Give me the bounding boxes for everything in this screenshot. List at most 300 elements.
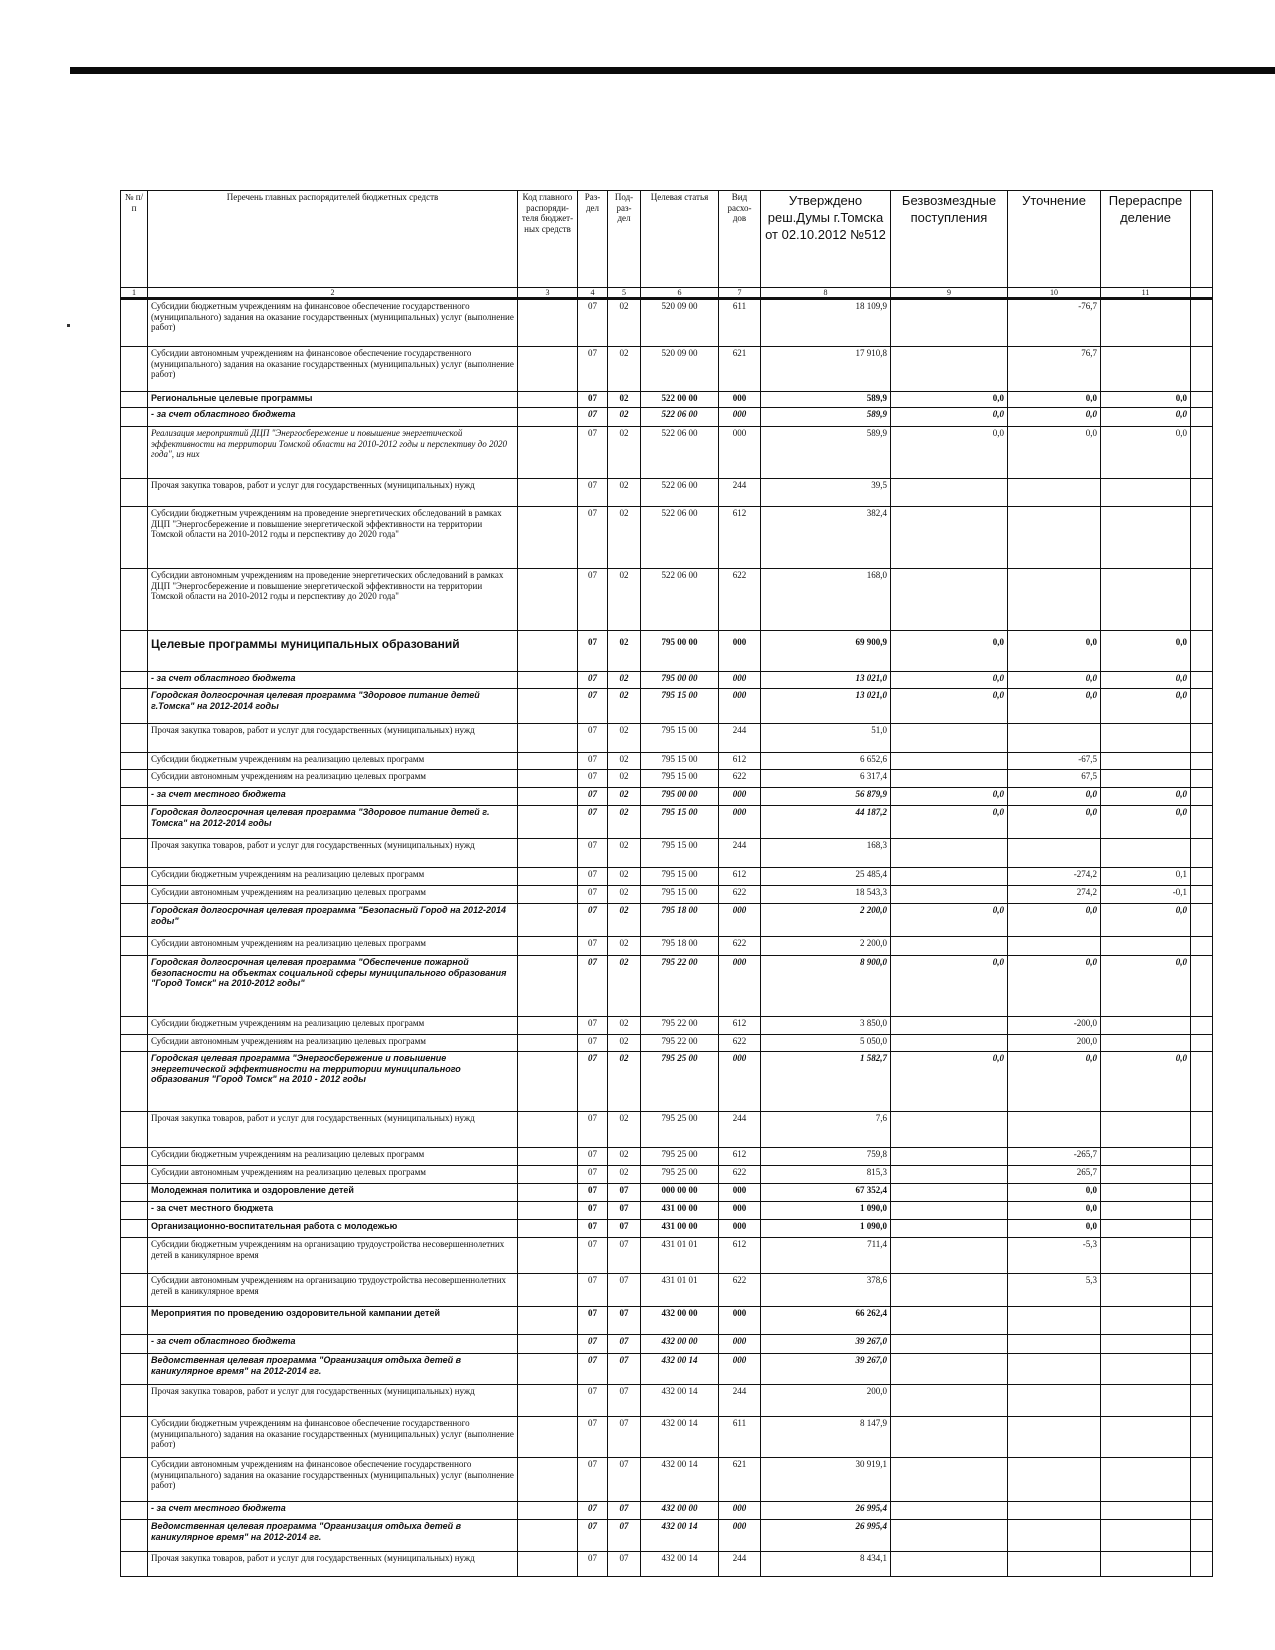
cell-redistribution — [1101, 753, 1191, 770]
cell-index — [121, 347, 148, 392]
cell-code — [518, 689, 578, 724]
cell-redistribution — [1101, 770, 1191, 788]
cell-section: 07 — [578, 1354, 608, 1385]
cell-name: Субсидии автономным учреждениям на финансовое обеспечение государственного (муниципального) задания на оказание государственных (муниципальных) услуг (выполнение работ) — [148, 1458, 518, 1502]
cell-index — [121, 886, 148, 904]
table-row — [121, 1335, 1213, 1354]
cell-redistribution — [1101, 1238, 1191, 1274]
cell-subsection: 07 — [608, 1202, 641, 1220]
cell-code — [518, 753, 578, 770]
cell-clarification — [1008, 1385, 1101, 1417]
cell-index — [121, 724, 148, 753]
cell-subsection: 02 — [608, 1148, 641, 1166]
cell-redistribution — [1101, 1307, 1191, 1335]
cell-cut — [1191, 408, 1213, 427]
cell-cut — [1191, 1417, 1213, 1458]
cell-clarification — [1008, 1307, 1101, 1335]
cell-section: 07 — [578, 886, 608, 904]
cell-subsection: 02 — [608, 788, 641, 806]
cell-section: 07 — [578, 479, 608, 507]
cell-clarification: 0,0 — [1008, 1220, 1101, 1238]
cell-redistribution — [1101, 1035, 1191, 1052]
cell-clarification: -5,3 — [1008, 1238, 1101, 1274]
cell-code — [518, 1552, 578, 1577]
cell-redistribution — [1101, 839, 1191, 868]
cell-redistribution — [1101, 1148, 1191, 1166]
cell-code — [518, 1354, 578, 1385]
cell-section: 07 — [578, 427, 608, 479]
cell-article: 432 00 14 — [641, 1520, 719, 1552]
cell-cut — [1191, 507, 1213, 569]
column-number: 10 — [1008, 288, 1101, 299]
cell-cut — [1191, 1238, 1213, 1274]
table-row — [121, 1385, 1213, 1417]
cell-free-receipts — [891, 1307, 1008, 1335]
cell-article: 795 00 00 — [641, 631, 719, 672]
cell-approved: 589,9 — [761, 408, 891, 427]
scan-speck — [67, 324, 70, 327]
cell-code — [518, 347, 578, 392]
table-row — [121, 569, 1213, 631]
cell-section: 07 — [578, 1112, 608, 1148]
cell-clarification: 0,0 — [1008, 788, 1101, 806]
cell-subsection: 02 — [608, 299, 641, 347]
cell-approved: 44 187,2 — [761, 806, 891, 839]
cell-cut — [1191, 1184, 1213, 1202]
cell-article: 522 06 00 — [641, 408, 719, 427]
cell-subsection: 07 — [608, 1220, 641, 1238]
cell-clarification — [1008, 1520, 1101, 1552]
cell-expense-type: 622 — [719, 569, 761, 631]
cell-expense-type: 000 — [719, 1520, 761, 1552]
cell-article: 522 06 00 — [641, 569, 719, 631]
cell-expense-type: 621 — [719, 1458, 761, 1502]
cell-clarification — [1008, 1552, 1101, 1577]
cell-index — [121, 1520, 148, 1552]
cell-section: 07 — [578, 868, 608, 886]
cell-section: 07 — [578, 689, 608, 724]
cell-free-receipts: 0,0 — [891, 408, 1008, 427]
table-row — [121, 753, 1213, 770]
cell-index — [121, 1385, 148, 1417]
cell-redistribution — [1101, 1202, 1191, 1220]
cell-article: 795 22 00 — [641, 956, 719, 1017]
cell-clarification — [1008, 1335, 1101, 1354]
cell-code — [518, 1166, 578, 1184]
cell-index — [121, 1354, 148, 1385]
table-row — [121, 1502, 1213, 1520]
cell-cut — [1191, 569, 1213, 631]
cell-clarification — [1008, 1354, 1101, 1385]
cell-expense-type: 000 — [719, 1354, 761, 1385]
cell-expense-type: 244 — [719, 1552, 761, 1577]
cell-cut — [1191, 1502, 1213, 1520]
cell-code — [518, 788, 578, 806]
cell-cut — [1191, 631, 1213, 672]
table-row — [121, 788, 1213, 806]
cell-name: Региональные целевые программы — [148, 392, 518, 408]
cell-code — [518, 1502, 578, 1520]
header-subsection: Под-раз-дел — [608, 191, 641, 288]
cell-expense-type: 622 — [719, 1035, 761, 1052]
cell-cut — [1191, 839, 1213, 868]
cell-free-receipts — [891, 1166, 1008, 1184]
cell-expense-type: 000 — [719, 1202, 761, 1220]
cell-cut — [1191, 1274, 1213, 1307]
cell-section: 07 — [578, 1166, 608, 1184]
cell-redistribution — [1101, 1458, 1191, 1502]
cell-clarification — [1008, 839, 1101, 868]
cell-clarification: 0,0 — [1008, 408, 1101, 427]
cell-cut — [1191, 724, 1213, 753]
cell-cut — [1191, 1220, 1213, 1238]
column-number-cut — [1191, 288, 1213, 299]
cell-redistribution — [1101, 1184, 1191, 1202]
cell-subsection: 02 — [608, 569, 641, 631]
cell-cut — [1191, 956, 1213, 1017]
table-row — [121, 724, 1213, 753]
cell-section: 07 — [578, 1307, 608, 1335]
cell-redistribution: 0,0 — [1101, 788, 1191, 806]
cell-approved: 51,0 — [761, 724, 891, 753]
cell-article: 432 00 14 — [641, 1354, 719, 1385]
cell-clarification: -265,7 — [1008, 1148, 1101, 1166]
cell-name: Субсидии бюджетным учреждениям на организацию трудоустройства несовершеннолетних детей в каникулярное время — [148, 1238, 518, 1274]
cell-approved: 2 200,0 — [761, 937, 891, 956]
cell-expense-type: 622 — [719, 937, 761, 956]
cell-code — [518, 1417, 578, 1458]
cell-code — [518, 1220, 578, 1238]
cell-name: Субсидии бюджетным учреждениям на реализацию целевых программ — [148, 868, 518, 886]
cell-article: 431 01 01 — [641, 1238, 719, 1274]
cell-name: Молодежная политика и оздоровление детей — [148, 1184, 518, 1202]
cell-redistribution — [1101, 1417, 1191, 1458]
cell-article: 795 15 00 — [641, 753, 719, 770]
cell-expense-type: 000 — [719, 956, 761, 1017]
cell-approved: 7,6 — [761, 1112, 891, 1148]
cell-section: 07 — [578, 839, 608, 868]
cell-clarification — [1008, 724, 1101, 753]
cell-free-receipts: 0,0 — [891, 1052, 1008, 1112]
cell-article: 795 15 00 — [641, 806, 719, 839]
cell-clarification — [1008, 1112, 1101, 1148]
cell-subsection: 07 — [608, 1238, 641, 1274]
cell-code — [518, 507, 578, 569]
cell-cut — [1191, 1520, 1213, 1552]
cell-subsection: 07 — [608, 1458, 641, 1502]
cell-free-receipts — [891, 753, 1008, 770]
table-row — [121, 1035, 1213, 1052]
cell-subsection: 02 — [608, 904, 641, 937]
cell-cut — [1191, 479, 1213, 507]
cell-code — [518, 904, 578, 937]
cell-redistribution: 0,0 — [1101, 1052, 1191, 1112]
table-row — [121, 408, 1213, 427]
cell-expense-type: 000 — [719, 689, 761, 724]
cell-redistribution — [1101, 1274, 1191, 1307]
cell-code — [518, 392, 578, 408]
cell-clarification: 67,5 — [1008, 770, 1101, 788]
header-row — [121, 191, 1213, 288]
cell-section: 07 — [578, 1220, 608, 1238]
cell-approved: 378,6 — [761, 1274, 891, 1307]
cell-subsection: 02 — [608, 1035, 641, 1052]
cell-article: 795 18 00 — [641, 937, 719, 956]
cell-free-receipts: 0,0 — [891, 689, 1008, 724]
cell-redistribution — [1101, 479, 1191, 507]
cell-article: 795 15 00 — [641, 839, 719, 868]
cell-code — [518, 1017, 578, 1035]
cell-approved: 39 267,0 — [761, 1335, 891, 1354]
cell-redistribution: 0,0 — [1101, 408, 1191, 427]
cell-article: 431 00 00 — [641, 1202, 719, 1220]
cell-index — [121, 1417, 148, 1458]
cell-redistribution: -0,1 — [1101, 886, 1191, 904]
cell-free-receipts — [891, 1017, 1008, 1035]
cell-code — [518, 1148, 578, 1166]
cell-code — [518, 956, 578, 1017]
cell-article: 522 06 00 — [641, 479, 719, 507]
table-row — [121, 806, 1213, 839]
cell-section: 07 — [578, 1148, 608, 1166]
cell-code — [518, 631, 578, 672]
cell-subsection: 02 — [608, 392, 641, 408]
cell-name: Городская долгосрочная целевая программа "Здоровое питание детей г. Томска" на 2012-2014 годы — [148, 806, 518, 839]
cell-section: 07 — [578, 1458, 608, 1502]
cell-name: Реализация мероприятий ДЦП "Энергосбережение и повышение энергетической эффективности на территории Томской области на 2010-2012 годы и перспективу до 2020 года", из них — [148, 427, 518, 479]
cell-name: Ведомственная целевая программа "Организация отдыха детей в каникулярное время" на 2012-2014 гг. — [148, 1520, 518, 1552]
cell-free-receipts: 0,0 — [891, 392, 1008, 408]
cell-index — [121, 770, 148, 788]
cell-redistribution: 0,0 — [1101, 392, 1191, 408]
cell-index — [121, 904, 148, 937]
cell-approved: 18 543,3 — [761, 886, 891, 904]
cell-clarification — [1008, 1502, 1101, 1520]
table-row — [121, 886, 1213, 904]
table-row — [121, 1274, 1213, 1307]
cell-redistribution — [1101, 1017, 1191, 1035]
cell-code — [518, 1052, 578, 1112]
cell-approved: 8 900,0 — [761, 956, 891, 1017]
cell-name: Организационно-воспитательная работа с молодежью — [148, 1220, 518, 1238]
cell-code — [518, 1520, 578, 1552]
column-number: 5 — [608, 288, 641, 299]
cell-name: Субсидии автономным учреждениям на организацию трудоустройства несовершеннолетних детей в каникулярное время — [148, 1274, 518, 1307]
cell-name: Субсидии бюджетным учреждениям на реализацию целевых программ — [148, 1017, 518, 1035]
cell-subsection: 07 — [608, 1385, 641, 1417]
cell-clarification: 0,0 — [1008, 956, 1101, 1017]
header-section: Раз-дел — [578, 191, 608, 288]
cell-article: 432 00 14 — [641, 1458, 719, 1502]
header-name: Перечень главных распорядителей бюджетных средств — [148, 191, 518, 288]
cell-cut — [1191, 1335, 1213, 1354]
cell-approved: 17 910,8 — [761, 347, 891, 392]
table-row — [121, 299, 1213, 347]
cell-free-receipts — [891, 1035, 1008, 1052]
cell-article: 432 00 14 — [641, 1552, 719, 1577]
cell-article: 795 15 00 — [641, 868, 719, 886]
cell-free-receipts — [891, 1417, 1008, 1458]
cell-clarification: 0,0 — [1008, 689, 1101, 724]
cell-free-receipts — [891, 1458, 1008, 1502]
cell-section: 07 — [578, 770, 608, 788]
cell-clarification — [1008, 937, 1101, 956]
header-redistribution: Перераспре деление — [1101, 191, 1191, 288]
cell-clarification: -67,5 — [1008, 753, 1101, 770]
cell-name: Прочая закупка товаров, работ и услуг для государственных (муниципальных) нужд — [148, 1552, 518, 1577]
cell-clarification: 0,0 — [1008, 631, 1101, 672]
cell-approved: 6 317,4 — [761, 770, 891, 788]
cell-section: 07 — [578, 724, 608, 753]
cell-index — [121, 956, 148, 1017]
cell-name: - за счет областного бюджета — [148, 408, 518, 427]
cell-article: 795 18 00 — [641, 904, 719, 937]
header-approved: Утверждено реш.Думы г.Томска от 02.10.2012 №512 — [761, 191, 891, 288]
cell-subsection: 07 — [608, 1502, 641, 1520]
cell-approved: 69 900,9 — [761, 631, 891, 672]
cell-name: Субсидии автономным учреждениям на финансовое обеспечение государственного (муниципального) задания на оказание государственных (муниципальных) услуг (выполнение работ) — [148, 347, 518, 392]
cell-index — [121, 788, 148, 806]
cell-cut — [1191, 1148, 1213, 1166]
cell-expense-type: 000 — [719, 1052, 761, 1112]
cell-index — [121, 408, 148, 427]
cell-index — [121, 806, 148, 839]
cell-name: Городская целевая программа "Энергосбережение и повышение энергетической эффективности на территории муниципального образования "Город Томск" на 2010 - 2012 годы — [148, 1052, 518, 1112]
cell-index — [121, 569, 148, 631]
cell-section: 07 — [578, 1035, 608, 1052]
cell-index — [121, 1112, 148, 1148]
cell-section: 07 — [578, 806, 608, 839]
cell-section: 07 — [578, 753, 608, 770]
cell-subsection: 02 — [608, 724, 641, 753]
table-row — [121, 1112, 1213, 1148]
cell-redistribution: 0,0 — [1101, 806, 1191, 839]
cell-approved: 67 352,4 — [761, 1184, 891, 1202]
cell-redistribution — [1101, 299, 1191, 347]
cell-name: Субсидии бюджетным учреждениям на реализацию целевых программ — [148, 1148, 518, 1166]
cell-approved: 168,0 — [761, 569, 891, 631]
cell-free-receipts — [891, 886, 1008, 904]
cell-index — [121, 1052, 148, 1112]
cell-cut — [1191, 1307, 1213, 1335]
cell-section: 07 — [578, 1385, 608, 1417]
cell-subsection: 02 — [608, 408, 641, 427]
cell-expense-type: 621 — [719, 347, 761, 392]
table-row — [121, 904, 1213, 937]
cell-cut — [1191, 672, 1213, 689]
cell-subsection: 02 — [608, 1017, 641, 1035]
cell-cut — [1191, 427, 1213, 479]
column-number: 11 — [1101, 288, 1191, 299]
cell-clarification: 0,0 — [1008, 427, 1101, 479]
cell-free-receipts: 0,0 — [891, 806, 1008, 839]
cell-index — [121, 753, 148, 770]
cell-index — [121, 1184, 148, 1202]
cell-subsection: 02 — [608, 956, 641, 1017]
cell-approved: 56 879,9 — [761, 788, 891, 806]
header-number: № п/п — [121, 191, 148, 288]
cell-article: 432 00 14 — [641, 1385, 719, 1417]
column-number: 7 — [719, 288, 761, 299]
cell-article: 522 06 00 — [641, 427, 719, 479]
cell-index — [121, 1035, 148, 1052]
cell-index — [121, 631, 148, 672]
cell-subsection: 02 — [608, 839, 641, 868]
cell-code — [518, 1307, 578, 1335]
cell-redistribution: 0,0 — [1101, 904, 1191, 937]
column-number: 2 — [148, 288, 518, 299]
cell-code — [518, 1458, 578, 1502]
cell-cut — [1191, 753, 1213, 770]
cell-name: Субсидии автономным учреждениям на реализацию целевых программ — [148, 1035, 518, 1052]
cell-expense-type: 244 — [719, 1112, 761, 1148]
cell-subsection: 07 — [608, 1520, 641, 1552]
cell-index — [121, 1552, 148, 1577]
cell-clarification: 0,0 — [1008, 806, 1101, 839]
cell-section: 07 — [578, 1238, 608, 1274]
cell-expense-type: 000 — [719, 1502, 761, 1520]
cell-article: 431 01 01 — [641, 1274, 719, 1307]
cell-name: - за счет областного бюджета — [148, 1335, 518, 1354]
cell-name: Прочая закупка товаров, работ и услуг для государственных (муниципальных) нужд — [148, 1112, 518, 1148]
cell-free-receipts — [891, 479, 1008, 507]
cell-index — [121, 937, 148, 956]
cell-expense-type: 000 — [719, 806, 761, 839]
header-free-receipts: Безвозмездные поступления — [891, 191, 1008, 288]
cell-expense-type: 244 — [719, 724, 761, 753]
cell-expense-type: 000 — [719, 904, 761, 937]
cell-cut — [1191, 347, 1213, 392]
cell-section: 07 — [578, 904, 608, 937]
cell-code — [518, 569, 578, 631]
cell-approved: 711,4 — [761, 1238, 891, 1274]
cell-section: 07 — [578, 1335, 608, 1354]
cell-approved: 30 919,1 — [761, 1458, 891, 1502]
cell-article: 795 25 00 — [641, 1052, 719, 1112]
cell-code — [518, 937, 578, 956]
cell-clarification: -274,2 — [1008, 868, 1101, 886]
cell-clarification — [1008, 507, 1101, 569]
cell-approved: 1 582,7 — [761, 1052, 891, 1112]
header-clarification: Уточнение — [1008, 191, 1101, 288]
cell-approved: 589,9 — [761, 427, 891, 479]
cell-name: Субсидии автономным учреждениям на реализацию целевых программ — [148, 937, 518, 956]
cell-article: 795 25 00 — [641, 1112, 719, 1148]
cell-index — [121, 1458, 148, 1502]
cell-cut — [1191, 886, 1213, 904]
top-rule — [70, 67, 1275, 74]
cell-article: 432 00 00 — [641, 1335, 719, 1354]
cell-free-receipts — [891, 839, 1008, 868]
cell-cut — [1191, 868, 1213, 886]
cell-subsection: 02 — [608, 886, 641, 904]
cell-redistribution: 0,0 — [1101, 631, 1191, 672]
cell-code — [518, 1202, 578, 1220]
cell-section: 07 — [578, 347, 608, 392]
table-row — [121, 839, 1213, 868]
cell-section: 07 — [578, 1017, 608, 1035]
cell-expense-type: 612 — [719, 1148, 761, 1166]
cell-subsection: 02 — [608, 631, 641, 672]
cell-article: 795 22 00 — [641, 1017, 719, 1035]
cell-cut — [1191, 904, 1213, 937]
table-row — [121, 427, 1213, 479]
cell-section: 07 — [578, 1502, 608, 1520]
cell-article: 795 15 00 — [641, 689, 719, 724]
cell-name: - за счет местного бюджета — [148, 788, 518, 806]
cell-cut — [1191, 1202, 1213, 1220]
cell-cut — [1191, 1166, 1213, 1184]
